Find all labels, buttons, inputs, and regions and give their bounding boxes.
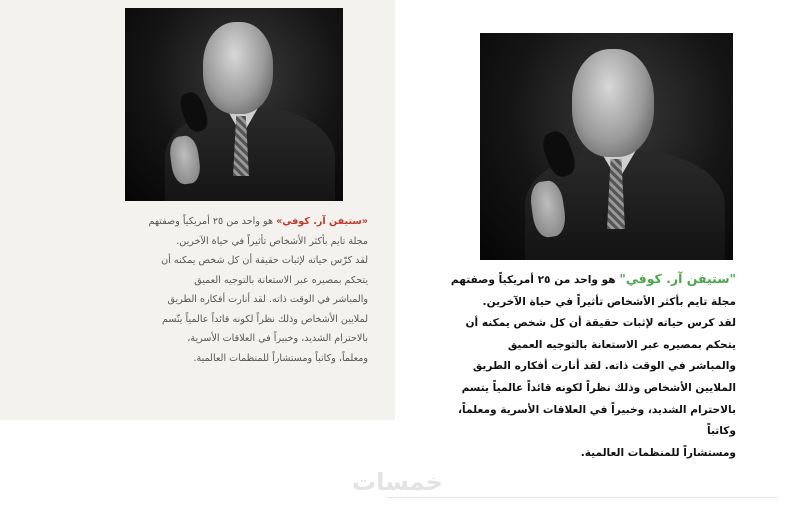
bio-line: يتحكم بمصيره عبر الاستعانة بالتوجيه العميق: [194, 274, 368, 286]
bio-line: بالاحترام الشديد، وخبيراً في العلاقات الأسرية،: [187, 333, 368, 344]
portrait-photo-left: [125, 8, 343, 201]
biography-text-left: [118, 212, 368, 368]
divider: [386, 497, 778, 498]
bio-line: ومستشاراً للمنظمات العالمية.: [580, 446, 736, 459]
bio-line: بالاحترام الشديد، وخبيراً في العلاقات الأسرية ومعلماً، وكاتباً: [458, 403, 736, 438]
watermark-logo: خمسات: [352, 468, 443, 496]
bio-line: والمباشر في الوقت ذاته. لقد أنارت أفكاره الطريق: [167, 294, 368, 305]
bio-line: الملايين الأشخاص وذلك نظراً لكونه قائداً عالمياً يتسم: [461, 381, 736, 394]
person-name: "ستيفن آر. كوفي": [619, 271, 736, 286]
left-page-scan: [0, 0, 395, 420]
bio-line: والمباشر في الوقت ذاته. لقد أنارت أفكاره الطريق: [472, 360, 736, 373]
bio-line-text: هو واحد من ٢٥ أمريكياً وصفتهم: [148, 216, 274, 227]
person-name: «ستيفن آر. كوفي»: [276, 216, 368, 227]
head: [203, 22, 273, 114]
bio-line: لقد كرّس حياته لإثبات حقيقة أن كل شخص يمكنه أن: [161, 255, 368, 266]
bio-line: لقد كرس حياته لإثبات حقيقة أن كل شخص يمكنه أن: [465, 317, 736, 330]
bio-line: لملايين الأشخاص وذلك نظراً لكونه قائداً عالمياً يتّسم: [161, 313, 368, 325]
bio-line: [118, 212, 368, 232]
bio-line: مجلة تايم بأكثر الأشخاص تأثيراً في حياة الآخرين.: [482, 295, 736, 308]
bio-line: مجلة تايم بأكثر الأشخاص تأثيراً في حياة الآخرين.: [176, 235, 368, 247]
bio-line: [450, 268, 736, 292]
biography-text-right: [450, 268, 736, 464]
bio-line: ومعلماً، وكاتباً ومستشاراً للمنظمات العالمية.: [193, 352, 368, 364]
bio-line: يتحكم بمصيره عبر الاستعانة بالتوجيه العميق: [507, 338, 736, 351]
portrait-photo-right: [480, 33, 733, 260]
head: [572, 49, 654, 157]
bio-line-text: هو واحد من ٢٥ أمريكياً وصفتهم: [450, 274, 616, 286]
